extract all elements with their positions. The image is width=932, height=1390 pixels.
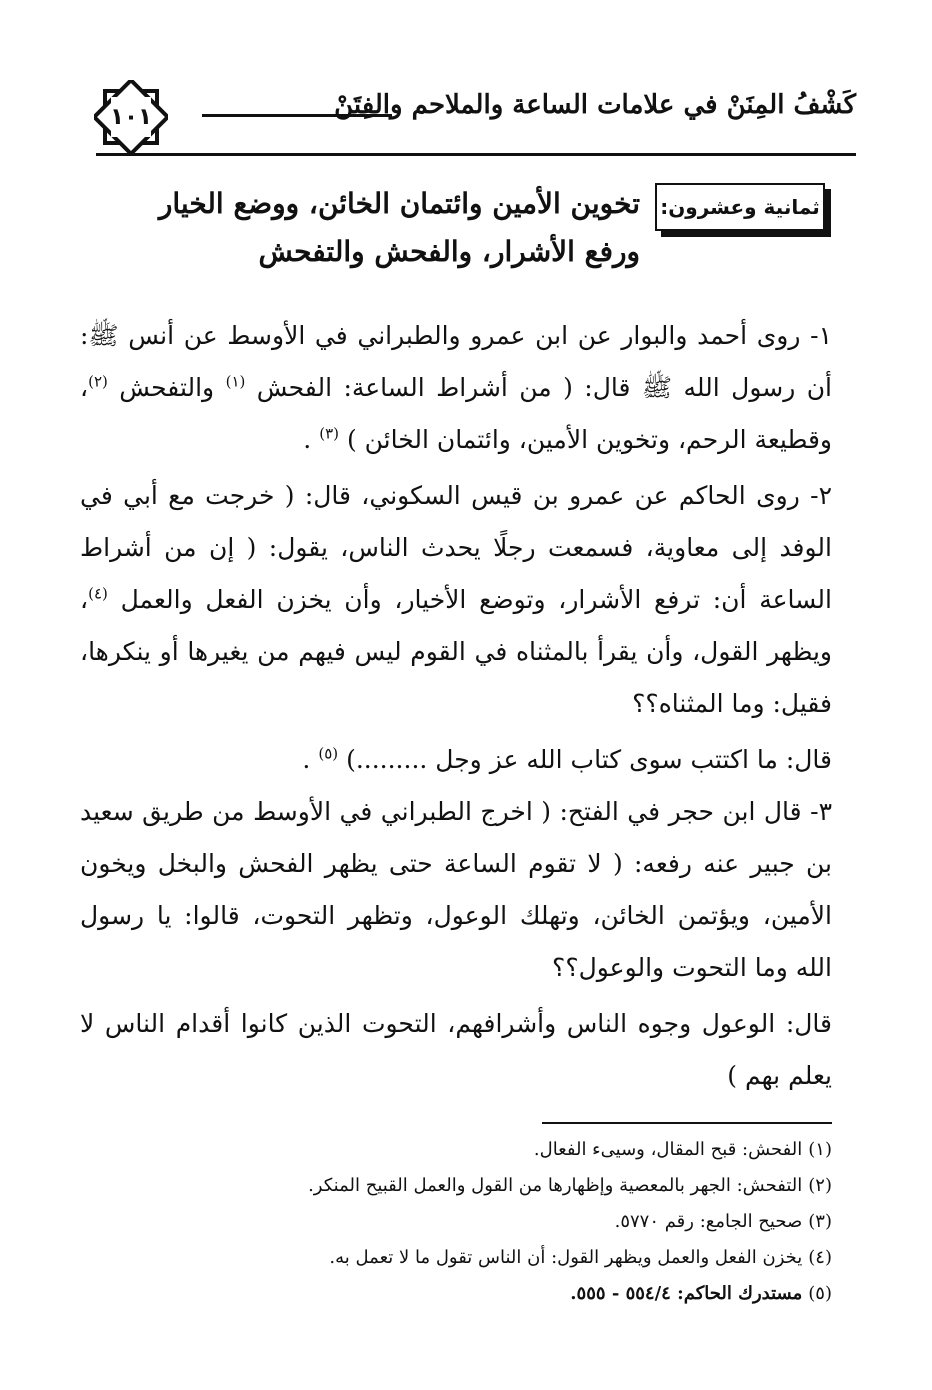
- list-item-continuation: [80, 998, 832, 1102]
- book-title: كَشْفُ المِنَنْ في علامات الساعة والملاحم والفِتَنْ: [334, 90, 856, 120]
- footnote-rule: [542, 1122, 832, 1124]
- footnote-text: يخزن الفعل والعمل ويظهر القول: أن الناس تقول ما لا تعمل به.: [329, 1247, 803, 1268]
- footnote-number: (٢): [808, 1175, 832, 1196]
- item-number: ٣-: [810, 797, 832, 826]
- chapter-label: ثمانية وعشرون:: [655, 183, 825, 231]
- header-rule: [96, 153, 856, 156]
- footnote-marker[interactable]: (٥): [318, 744, 339, 763]
- page-number-badge: [94, 80, 168, 154]
- footnote-marker[interactable]: (٢): [88, 372, 108, 391]
- item-text: قال: ما اكتتب سوى كتاب الله عز وجل .........): [346, 745, 832, 774]
- chapter-title: تخوين الأمين وائتمان الخائن، ووضع الخيار ورفع الأشرار، والفحش والتفحش: [158, 187, 640, 268]
- footnote: [80, 1240, 832, 1276]
- footnote-marker[interactable]: (١): [225, 372, 246, 391]
- footnote: [80, 1276, 832, 1312]
- item-number: ٢-: [810, 481, 832, 510]
- item-end: .: [302, 745, 319, 774]
- body-text: [80, 310, 832, 1102]
- list-item: [80, 310, 832, 466]
- footnote: [80, 1132, 832, 1168]
- footnote-number: (٥): [808, 1283, 832, 1304]
- footnote-marker[interactable]: (٣): [319, 424, 339, 443]
- list-item: [80, 470, 832, 730]
- footnote-number: (١): [808, 1139, 832, 1160]
- footnote: [80, 1204, 832, 1240]
- item-text: روى الحاكم عن عمرو بن قيس السكوني، قال: ( خرجت مع أبي في الوفد إلى معاوية، فسمعت رجلًا يحدث الناس، يقول: ( إن من أشراط الساعة أن: ترفع الأشرار، وتوضع الأخيار، وأن يخزن الفعل والعمل: [80, 481, 832, 614]
- item-text: والتفحش: [119, 373, 215, 402]
- item-end: .: [303, 425, 320, 454]
- item-text: ، وقطيعة الرحم، وتخوين الأمين، وائتمان الخائن ): [80, 373, 832, 454]
- item-number: ١-: [810, 321, 832, 350]
- item-text: قال ابن حجر في الفتح: ( اخرج الطبراني في الأوسط من طريق سعيد بن جبير عنه رفعه: ( لا تقوم الساعة حتى يظهر الفحش والبخل ويخون الأمين، ويؤتمن الخائن، وتهلك الوعول، وتظهر التحوت، قالوا: يا رسول الله وما التحوت والوعول؟؟: [80, 797, 832, 982]
- page-number: ١٠١: [109, 104, 153, 130]
- item-text: روى أحمد والبوار عن ابن عمرو والطبراني في الأوسط عن أنس ﷺ: أن رسول الله ﷺ قال: ( من أشراط الساعة: الفحش: [80, 321, 833, 402]
- footnotes: [80, 1132, 832, 1312]
- footnote-marker[interactable]: (٤): [88, 584, 108, 603]
- list-item: [80, 786, 832, 994]
- item-text: قال: الوعول وجوه الناس وأشرافهم، التحوت الذين كانوا أقدام الناس لا يعلم بهم ): [80, 1009, 832, 1090]
- footnote-text: التفحش: الجهر بالمعصية وإظهارها من القول والعمل القبيح المنكر.: [308, 1175, 803, 1196]
- footnote-text: صحيح الجامع: رقم ٥٧٧٠.: [614, 1211, 803, 1232]
- page-header: [78, 72, 870, 164]
- footnote-text: الفحش: قبح المقال، وسيىء الفعال.: [533, 1139, 803, 1160]
- list-item-continuation: [80, 734, 832, 786]
- footnote: [80, 1168, 832, 1204]
- footnote-number: (٣): [808, 1211, 832, 1232]
- footnote-text: مستدرك الحاكم: ٥٥٤/٤ - ٥٥٥.: [570, 1283, 803, 1304]
- footnote-number: (٤): [808, 1247, 832, 1268]
- item-text: ، ويظهر القول، وأن يقرأ بالمثناه في القوم ليس فيهم من يغيرها أو ينكرها، فقيل: وما المثناه؟؟: [80, 585, 832, 718]
